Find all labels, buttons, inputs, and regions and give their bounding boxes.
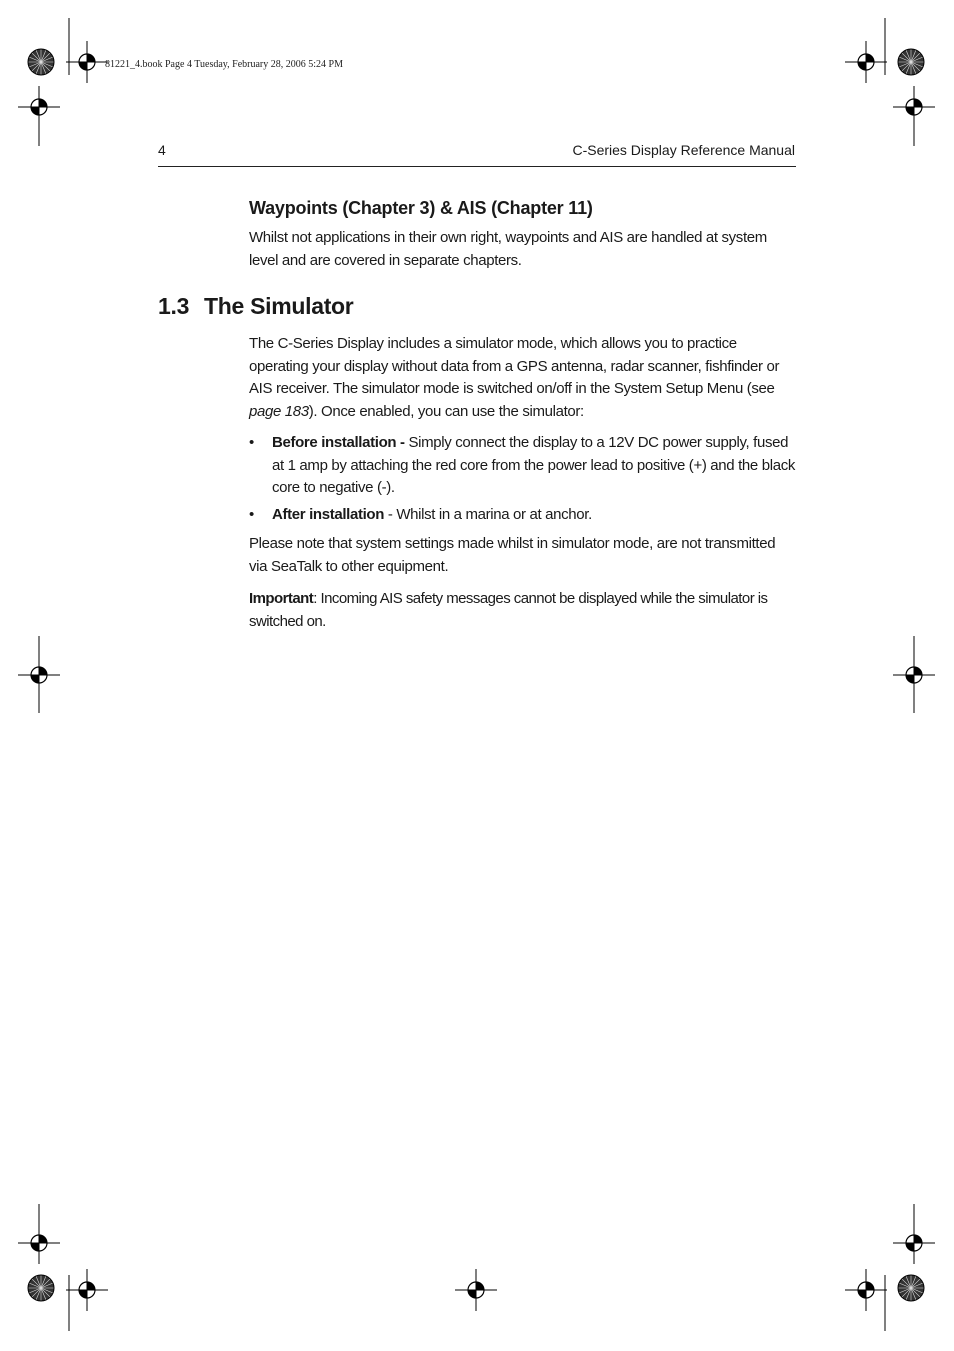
page-reference-link[interactable]: page 183 — [249, 402, 309, 420]
bullet-label: Before installation - — [272, 434, 405, 451]
important-text: : Incoming AIS safety messages cannot be displayed while the simulator is switched on. — [249, 590, 768, 630]
page-number: 4 — [158, 142, 166, 158]
list-item — [249, 432, 797, 500]
important-label: Important — [249, 590, 314, 607]
waypoints-paragraph: Whilst not applications in their own right, waypoints and AIS are handled at system level and are covered in separate chapters. — [249, 229, 767, 269]
list-item — [249, 504, 797, 527]
header-rule — [158, 166, 796, 167]
important-paragraph — [249, 588, 797, 633]
section-title: The Simulator — [204, 293, 354, 319]
waypoints-heading: Waypoints (Chapter 3) & AIS (Chapter 11) — [249, 198, 593, 218]
note-paragraph: Please note that system settings made whilst in simulator mode, are not transmitted via SeaTalk to other equipment. — [249, 535, 776, 575]
bullet-text: Simply connect the display to a 12V DC power supply, fused at 1 amp by attaching the red core from the power lead to positive (+) and the black core to negative (-). — [272, 434, 795, 496]
section-heading — [158, 293, 353, 320]
simulator-intro-paragraph — [249, 333, 797, 423]
section-number: 1.3 — [158, 293, 190, 319]
intro-text: The C-Series Display includes a simulator mode, which allows you to practice operating your display without data from a GPS antenna, radar scanner, fishfinder or AIS receiver. The simulator mode is switched on/off in the System Setup Menu (see — [249, 335, 780, 397]
print-info-line: 81221_4.book Page 4 Tuesday, February 28, 2006 5:24 PM — [105, 59, 343, 70]
bullet-label: After installation — [272, 506, 385, 523]
running-title: C-Series Display Reference Manual — [572, 142, 795, 158]
bullet-marker: • — [249, 506, 254, 523]
bullet-marker: • — [249, 434, 254, 451]
bullet-text: - Whilst in a marina or at anchor. — [384, 506, 592, 523]
intro-text-end: ). Once enabled, you can use the simulator: — [308, 402, 584, 420]
